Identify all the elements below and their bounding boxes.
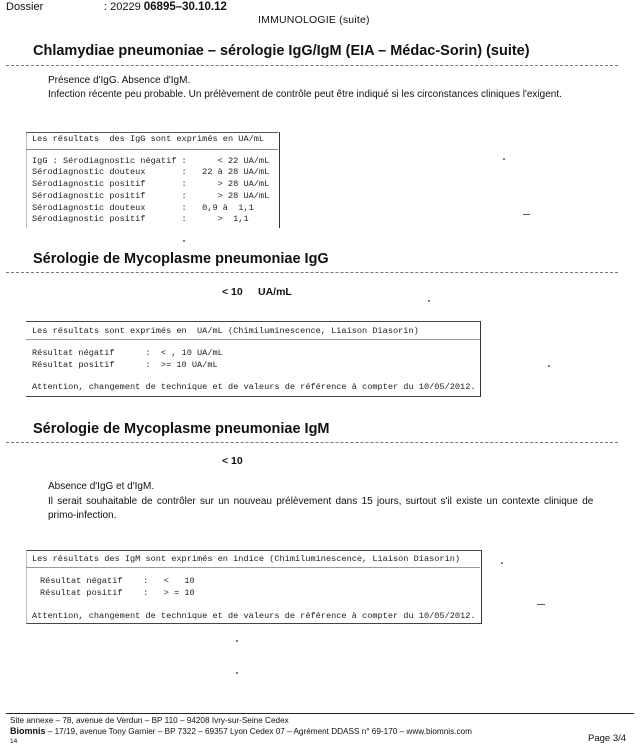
section-divider	[6, 442, 618, 443]
mycoplasma-igg-ref-row: Résultat positif : >= 10 UA/mL	[32, 360, 218, 370]
footer-address-text: – 17/19, avenue Tony Garnier – BP 7322 – 69357 Lyon Cedex 07 – Agrément DDASS n° 69-170 – www.biomnis.com	[45, 727, 472, 736]
scan-mark	[537, 604, 545, 605]
igg-ref-heading: Les résultats des IgG sont exprimés en UA/mL	[32, 134, 265, 144]
section-divider	[6, 272, 618, 273]
igg-ref-row: IgG : Sérodiagnostic négatif : < 22 UA/mL	[32, 156, 270, 166]
mycoplasma-igm-line3: primo-infection.	[48, 510, 117, 521]
scan-speck	[428, 300, 430, 302]
scan-speck	[501, 562, 503, 564]
mycoplasma-igm-ref-row: Résultat positif : > = 10	[40, 588, 195, 598]
mycoplasma-igg-result: < 10	[222, 286, 243, 298]
mycoplasma-igm-line1: Absence d'IgG et d'IgM.	[48, 481, 155, 492]
scan-speck	[236, 640, 238, 642]
dossier-number	[104, 1, 227, 13]
chlamydiae-title: Chlamydiae pneumoniae – sérologie IgG/IgM (EIA – Médac-Sorin) (suite)	[33, 43, 530, 59]
footer-code: 14	[10, 738, 18, 745]
mycoplasma-igm-title: Sérologie de Mycoplasme pneumoniae IgM	[33, 421, 330, 437]
mycoplasma-igm-result: < 10	[222, 455, 243, 467]
mycoplasma-igm-line2: Il serait souhaitable de contrôler sur un nouveau prélèvement dans 15 jours, surtout s'il existe un contexte clinique de	[48, 496, 594, 507]
page-number: Page 3/4	[588, 733, 627, 744]
mycoplasma-igg-unit: UA/mL	[258, 286, 292, 298]
scan-speck	[548, 365, 550, 367]
section-divider	[6, 65, 618, 66]
footer-brand: Biomnis	[10, 726, 46, 736]
box-top-rule	[26, 132, 278, 133]
mycoplasma-igm-ref-row: Résultat négatif : < 10	[40, 576, 195, 586]
section-title: IMMUNOLOGIE (suite)	[258, 14, 370, 26]
igg-ref-row: Sérodiagnostic positif : > 28 UA/mL	[32, 179, 270, 189]
igg-ref-row: Sérodiagnostic douteux : 0,9 à 1,1	[32, 203, 254, 213]
mycoplasma-igg-ref-heading: Les résultats sont exprimés en UA/mL (Chimiluminescence, Liaison Diasorin)	[32, 326, 419, 336]
mycoplasma-igg-title: Sérologie de Mycoplasme pneumoniae IgG	[33, 251, 329, 267]
dossier-id: 06895–30.10.12	[143, 1, 227, 13]
scan-speck	[183, 240, 185, 242]
footer-annex: Site annexe – 78, avenue de Verdun – BP 110 – 94208 Ivry-sur-Seine Cedex	[10, 716, 289, 725]
chlamydiae-line2: Infection récente peu probable. Un prélèvement de contrôle peut être indiqué si les circonstances cliniques l'exigent.	[48, 89, 562, 100]
igg-ref-row: Sérodiagnostic positif : > 1,1	[32, 214, 249, 224]
scan-speck	[236, 672, 238, 674]
dossier-prefix: : 20229	[104, 1, 141, 13]
mycoplasma-igg-ref-note: Attention, changement de technique et de valeurs de référence à compter du 10/05/2012.	[32, 382, 476, 392]
chlamydiae-line1: Présence d'IgG. Absence d'IgM.	[48, 75, 191, 86]
box-heading-rule	[26, 149, 278, 150]
dossier-label: Dossier	[6, 1, 44, 13]
box-heading-rule	[26, 339, 480, 340]
igg-ref-row: Sérodiagnostic positif : > 28 UA/mL	[32, 191, 270, 201]
scan-speck	[503, 158, 505, 160]
mycoplasma-igm-ref-heading: Les résultats des IgM sont exprimés en indice (Chimiluminescence, Liaison Diasorin)	[32, 554, 461, 564]
footer-rule	[6, 713, 634, 714]
footer-address	[10, 726, 472, 736]
scan-mark	[523, 214, 530, 215]
mycoplasma-igg-ref-row: Résultat négatif : < , 10 UA/mL	[32, 348, 223, 358]
igg-ref-row: Sérodiagnostic douteux : 22 à 28 UA/mL	[32, 167, 270, 177]
box-heading-rule	[26, 567, 480, 568]
mycoplasma-igm-ref-note: Attention, changement de technique et de valeurs de référence à compter du 10/05/2012.	[32, 611, 476, 621]
